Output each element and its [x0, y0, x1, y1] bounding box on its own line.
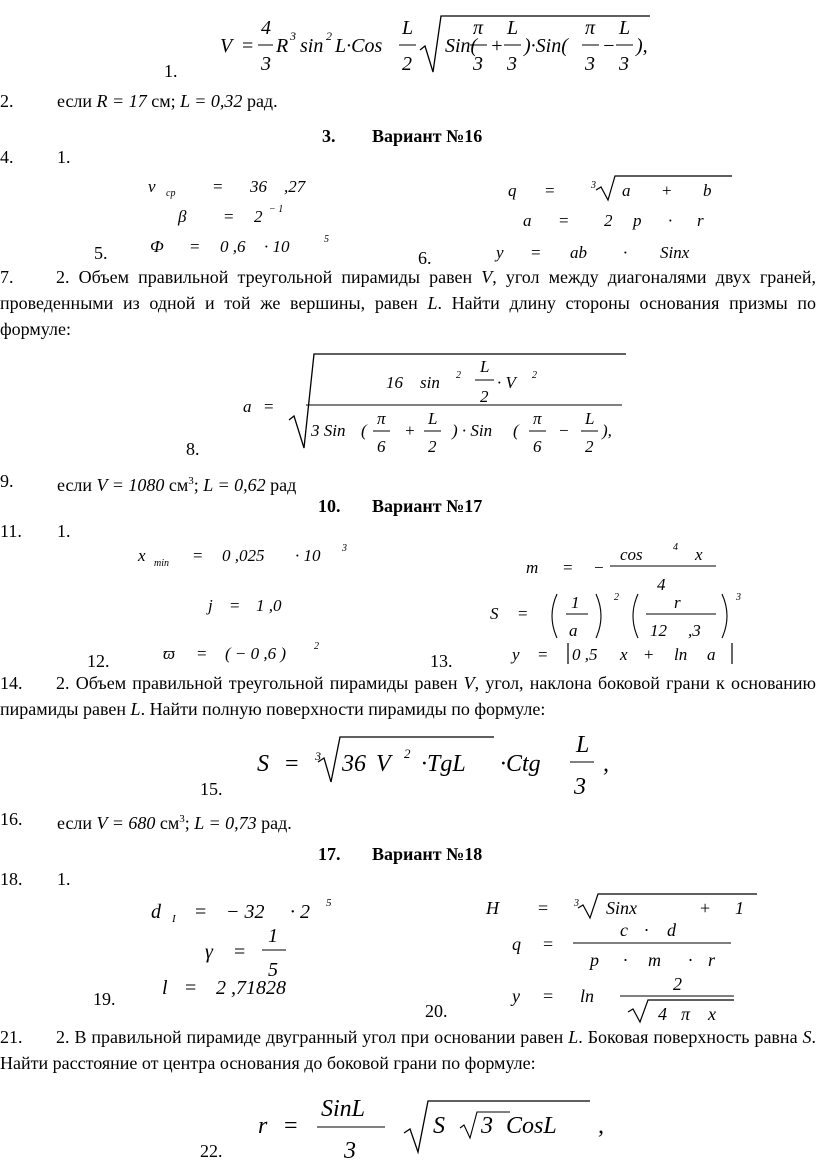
formula-1 [220, 16, 650, 75]
svg-text:=: = [538, 898, 549, 918]
svg-text:2 ,71828: 2 ,71828 [216, 977, 286, 999]
svg-text:p: p [590, 950, 599, 970]
svg-text:),: ), [636, 35, 648, 57]
svg-text:2: 2 [402, 53, 412, 75]
svg-text:+: + [644, 645, 654, 664]
svg-text:·: · [644, 920, 649, 940]
svg-text:− 1: − 1 [269, 204, 284, 215]
svg-text:2: 2 [326, 29, 332, 43]
svg-text:S: S [433, 1113, 445, 1139]
svg-text:2: 2 [604, 211, 613, 230]
formula-8 [243, 354, 626, 456]
svg-text:,27: ,27 [284, 177, 306, 196]
svg-text:·: · [623, 243, 628, 262]
svg-text:2: 2 [314, 641, 319, 652]
svg-text:a: a [569, 621, 578, 640]
formula-6 [494, 176, 732, 262]
svg-text:=: = [242, 35, 254, 57]
svg-text:l: l [162, 977, 168, 999]
item-number: 10. [318, 496, 341, 516]
svg-text:m: m [526, 558, 539, 577]
svg-text:·Ctg: ·Ctg [500, 751, 541, 777]
svg-text:ϖ: ϖ [163, 644, 176, 663]
item-number: 22. [200, 1141, 223, 1161]
svg-text:· 2: · 2 [290, 901, 310, 923]
svg-text:·: · [668, 211, 673, 230]
condition-text: если R = 17 см; L = 0,32 рад. [57, 91, 278, 111]
svg-text:Sin(: Sin( [445, 35, 478, 57]
svg-text:5: 5 [326, 897, 332, 909]
svg-text:1: 1 [571, 593, 580, 612]
task-number: 1. [57, 147, 71, 167]
svg-text:R: R [276, 35, 289, 57]
svg-text:=: = [234, 941, 246, 963]
svg-text:,: , [598, 1113, 604, 1139]
item-number: 5. [94, 243, 108, 263]
svg-text:=: = [559, 211, 569, 230]
variant-heading: Вариант №17 [372, 496, 483, 516]
svg-text:r: r [258, 1113, 268, 1139]
item-number: 9. [0, 471, 14, 491]
svg-text:=: = [230, 596, 240, 615]
item-number: 7. [0, 267, 14, 287]
svg-text:=: = [285, 751, 299, 777]
svg-text:· 10: · 10 [264, 237, 290, 256]
svg-text:x: x [708, 1004, 716, 1024]
svg-text:L: L [428, 409, 438, 428]
svg-text:=: = [197, 644, 207, 663]
svg-text:+: + [700, 898, 711, 918]
svg-text:π: π [533, 409, 542, 428]
task-number: 1. [57, 869, 71, 889]
svg-text:v: v [148, 177, 156, 196]
svg-text:H: H [486, 898, 499, 918]
svg-text:j: j [208, 596, 213, 615]
item-number: 14. [0, 673, 23, 693]
svg-text:ab: ab [570, 243, 587, 262]
svg-text:r: r [708, 950, 716, 970]
item-number: 15. [200, 779, 223, 799]
svg-text:3: 3 [344, 1138, 356, 1164]
svg-text:ln: ln [674, 645, 688, 664]
svg-text:=: = [190, 237, 200, 256]
task-text: 2. Объем правильной треугольной пирамиды равен V, угол, наклона боковой грани к основанию пирамиды равен L. Найти полную поверхности пирамиды по формуле: [0, 673, 816, 719]
condition-text: если V = 1080 $см^3$; L = 0,62 рад [57, 475, 297, 495]
svg-text:0 ,6: 0 ,6 [220, 237, 246, 256]
svg-text:3: 3 [290, 29, 296, 43]
item-number: 18. [0, 869, 23, 889]
svg-text:1 ,0: 1 ,0 [256, 596, 282, 615]
item-number: 12. [87, 651, 110, 671]
svg-text:3: 3 [342, 543, 347, 554]
svg-text:2: 2 [585, 437, 594, 456]
svg-text:S: S [257, 751, 269, 777]
svg-text:3: 3 [585, 53, 595, 75]
svg-text:0 ,025: 0 ,025 [222, 546, 265, 565]
item-number: 19. [93, 989, 116, 1009]
svg-text:L: L [585, 409, 595, 428]
svg-text:L: L [402, 17, 414, 39]
svg-text:− 32: − 32 [226, 901, 265, 923]
svg-text:3: 3 [261, 53, 271, 75]
svg-text:· V: · V [497, 373, 516, 392]
svg-text:Sinx: Sinx [660, 243, 690, 262]
svg-text:π: π [473, 17, 484, 39]
svg-text:−: − [602, 35, 616, 57]
svg-text:36: 36 [250, 177, 267, 196]
svg-text:·TgL: ·TgL [421, 751, 466, 777]
svg-text:−: − [594, 558, 604, 577]
svg-text:2: 2 [456, 370, 461, 381]
svg-text:4: 4 [261, 17, 271, 39]
svg-text:V: V [376, 751, 391, 777]
svg-text:min: min [154, 558, 169, 569]
svg-text:2: 2 [532, 370, 537, 381]
svg-text:2: 2 [404, 746, 411, 761]
formula-4 [148, 177, 329, 256]
svg-text:=: = [531, 243, 541, 262]
svg-text:=: = [213, 177, 223, 196]
svg-text:=: = [538, 645, 548, 664]
svg-text:=: = [284, 1113, 298, 1139]
svg-text:4: 4 [673, 542, 678, 553]
item-number: 3. [322, 126, 336, 146]
svg-text:d: d [667, 920, 676, 940]
svg-text:2: 2 [614, 592, 619, 603]
svg-text:y: y [496, 243, 504, 262]
item-number: 20. [425, 1001, 448, 1021]
svg-text:,3: ,3 [688, 621, 701, 640]
svg-text:sin: sin [420, 373, 440, 392]
svg-text:β: β [178, 207, 187, 226]
svg-text:3: 3 [619, 53, 629, 75]
svg-text:1: 1 [268, 925, 278, 947]
svg-text:3: 3 [473, 53, 483, 75]
svg-text:CosL: CosL [506, 1113, 557, 1139]
svg-text:=: = [543, 986, 554, 1006]
svg-text:),: ), [602, 421, 612, 440]
svg-text:L: L [507, 17, 519, 39]
svg-text:0 ,5: 0 ,5 [572, 645, 598, 664]
svg-text:=: = [518, 604, 528, 623]
svg-text:d: d [151, 901, 161, 923]
svg-text:3: 3 [736, 592, 741, 603]
svg-text:6: 6 [377, 437, 386, 456]
svg-text:=: = [224, 207, 234, 226]
svg-text:3: 3 [591, 180, 596, 191]
svg-text:16: 16 [386, 373, 403, 392]
svg-text:+: + [662, 181, 672, 200]
svg-text:5: 5 [324, 234, 329, 245]
formula-13 [490, 542, 741, 664]
task-text: 2. В правильной пирамиде двугранный угол при основании равен L. Боковая поверхность равна S. Найти расстояние от центра основания до боковой грани по формуле: [0, 1027, 816, 1073]
item-number: 13. [430, 651, 453, 671]
svg-text:12: 12 [650, 621, 667, 640]
item-number: 6. [418, 248, 432, 268]
svg-text:a: a [622, 181, 631, 200]
formula-18 [151, 897, 332, 999]
svg-text:+: + [404, 421, 416, 440]
svg-text:SinL: SinL [321, 1096, 366, 1122]
svg-text:3: 3 [574, 898, 579, 909]
svg-text:6: 6 [533, 437, 542, 456]
variant-heading: Вариант №16 [372, 126, 483, 146]
svg-text:x: x [695, 545, 703, 564]
svg-text:r: r [697, 211, 704, 230]
formula-20 [485, 894, 757, 1024]
svg-text:L: L [619, 17, 631, 39]
svg-text:V: V [220, 35, 233, 57]
item-number: 16. [0, 809, 23, 829]
svg-text:3 Sin: 3 Sin [311, 421, 346, 440]
svg-text:ср: ср [166, 188, 176, 199]
svg-text:)·Sin(: )·Sin( [524, 35, 568, 57]
item-number: 2. [0, 91, 14, 111]
svg-text:x: x [620, 645, 628, 664]
svg-text:y: y [512, 986, 520, 1006]
svg-text:sin: sin [300, 35, 324, 57]
svg-text:3: 3 [507, 53, 517, 75]
svg-text:π: π [377, 409, 386, 428]
svg-text:q: q [508, 181, 517, 200]
svg-text:+: + [490, 35, 504, 57]
svg-text:I: I [172, 913, 176, 925]
svg-text:x: x [138, 546, 146, 565]
svg-text:−: − [558, 421, 570, 440]
svg-text:r: r [674, 593, 681, 612]
item-number: 1. [164, 61, 178, 81]
item-number: 4. [0, 147, 14, 167]
svg-text:L·Cos: L·Cos [335, 35, 383, 57]
svg-text:π: π [585, 17, 596, 39]
svg-text:=: = [185, 977, 197, 999]
svg-text:=: = [545, 181, 555, 200]
svg-text:1: 1 [735, 898, 744, 918]
task-text: 2. Объем правильной треугольной пирамиды равен V, угол между диагоналями двух граней, проведенными из одной и той же вершины, равен L. Найти длину стороны основания призмы по формуле: [0, 267, 816, 339]
svg-text:( − 0 ,6 ): ( − 0 ,6 ) [225, 644, 287, 663]
svg-text:a: a [243, 397, 252, 416]
svg-text:36: 36 [342, 751, 366, 777]
svg-text:2: 2 [673, 974, 682, 994]
svg-text:q: q [512, 934, 521, 954]
svg-text:5: 5 [268, 959, 278, 981]
svg-text:p: p [633, 211, 642, 230]
svg-text:γ: γ [205, 941, 213, 963]
svg-text:(: ( [361, 421, 367, 440]
svg-text:·: · [623, 950, 628, 970]
svg-text:ln: ln [580, 986, 595, 1006]
svg-text:L: L [480, 357, 490, 376]
svg-text:3: 3 [574, 774, 586, 800]
formula-11 [137, 543, 347, 663]
item-number: 11. [0, 521, 22, 541]
svg-text:) · Sin: ) · Sin [452, 421, 493, 440]
svg-text:b: b [703, 181, 712, 200]
svg-text:a: a [523, 211, 532, 230]
svg-text:3: 3 [481, 1113, 493, 1139]
svg-text:Ф: Ф [150, 237, 164, 256]
svg-text:(: ( [513, 421, 519, 440]
item-number: 21. [0, 1027, 23, 1047]
svg-text:2: 2 [254, 207, 263, 226]
svg-text:c: c [620, 920, 628, 940]
task-number: 1. [57, 521, 71, 541]
item-number: 8. [186, 439, 200, 459]
svg-text:=: = [543, 934, 554, 954]
condition-text: если V = 680 $см^3$; L = 0,73 рад. [57, 813, 292, 833]
svg-text:4: 4 [657, 575, 666, 594]
svg-text:π: π [681, 1004, 691, 1024]
svg-text:=: = [193, 546, 203, 565]
item-number: 17. [318, 844, 341, 864]
svg-text:4: 4 [658, 1004, 667, 1024]
svg-text:=: = [264, 397, 274, 416]
svg-text:a: a [707, 645, 716, 664]
svg-text:=: = [563, 558, 573, 577]
svg-text:m: m [648, 950, 661, 970]
variant-heading: Вариант №18 [372, 844, 483, 864]
svg-text:·: · [688, 950, 693, 970]
svg-text:Sinx: Sinx [606, 898, 637, 918]
svg-text:L: L [576, 732, 590, 758]
svg-text:3: 3 [315, 749, 321, 763]
formula-22 [258, 1096, 604, 1164]
svg-text:· 10: · 10 [295, 546, 321, 565]
svg-text:=: = [195, 901, 207, 923]
svg-text:cos: cos [620, 545, 643, 564]
svg-text:2: 2 [428, 437, 437, 456]
svg-text:,: , [603, 751, 609, 777]
svg-text:S: S [490, 604, 499, 623]
svg-text:y: y [512, 645, 520, 664]
svg-text:2: 2 [480, 387, 489, 406]
formula-15 [257, 732, 609, 800]
